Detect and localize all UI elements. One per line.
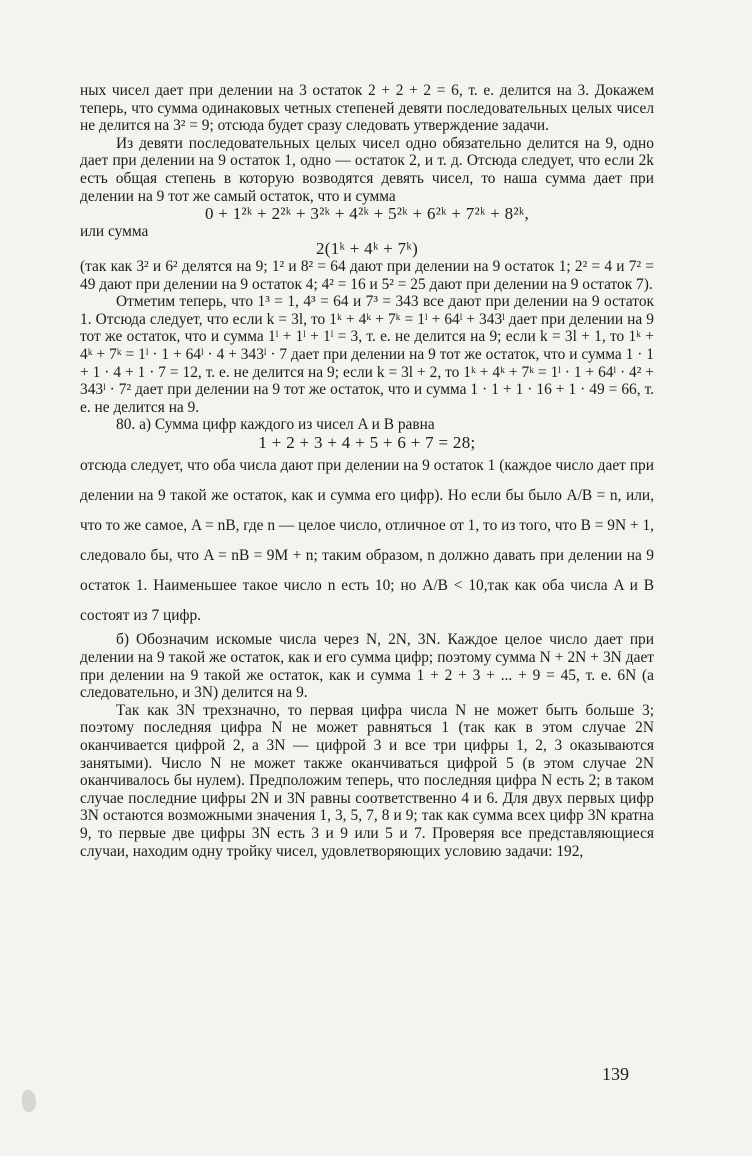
paragraph-cases: Отметим теперь, что 1³ = 1, 4³ = 64 и 7³ = 343 все дают при делении на 9 остаток 1. Отсюда следует, что если k = 3l, то 1ᵏ + 4ᵏ + 7ᵏ = 1ˡ + 64ˡ + 343ˡ дает при делении на 9 тот же остаток, что и сумма 1ˡ + 1ˡ + 1ˡ = 3, т. е. не делится на 9; если k = 3l + 1, то 1ᵏ + 4ᵏ + 7ᵏ = 1ˡ · 1 + 64ˡ · 4 + 343ˡ · 7 дает при делении на 9 тот же остаток, что и сумма 1 · 1 + 1 · 4 + 1 · 7 = 12, т. е. не делится на 9; если k = 3l + 2, то 1ᵏ + 4ᵏ + 7ᵏ = 1ˡ · 1 + 64ˡ · 4² + 343ˡ · 7² дает при делении на 9 тот же остаток, что и сумма 1 · 1 + 1 · 16 + 1 · 49 = 66, т. е. не делится на 9.	[80, 293, 654, 416]
formula-digit-sum: 1 + 2 + 3 + 4 + 5 + 6 + 7 = 28;	[258, 432, 476, 452]
paragraph-or-sum: или сумма	[80, 222, 149, 240]
page-number: 139	[602, 1064, 629, 1084]
page-text	[80, 82, 654, 860]
paragraph-80a-proof: отсюда следует, что оба числа дают при делении на 9 остаток 1 (каждое число дает при делении на 9 такой же остаток, как и сумма его цифр). Но если бы было A/B = n, или, что то же самое, A = nB, где n — целое число, отличное от 1, то из того, что B = 9N + 1, следовало бы, что A = nB = 9M + n; таким образом, n должно давать при делении на 9 остаток 1. Наименьшее такое число n есть 10; но A/B < 10,так как оба числа A и B состоят из 7 цифр.	[80, 457, 654, 625]
paragraph-remainders: (так как 3² и 6² делятся на 9; 1² и 8² = 64 дают при делении на 9 остаток 1; 2² = 4 и 7² = 49 дают при делении на 9 остаток 4; 4² = 16 и 5² = 25 дают при делении на 9 остаток 7).	[80, 257, 654, 293]
scan-blemish	[22, 1090, 36, 1112]
paragraph-1: ных чисел дает при делении на 3 остаток 2 + 2 + 2 = 6, т. е. делится на 3. Докажем теперь, что сумма одинаковых четных степеней девяти последовательных целых чисел не делится на 3² = 9; отсюда будет сразу следовать утверждение задачи.	[80, 82, 654, 135]
paragraph-80b: б) Обозначим искомые числа через N, 2N, 3N. Каждое целое число дает при делении на 9 такой же остаток, как и его сумма цифр; поэтому сумма N + 2N + 3N дает при делении на 9 такой же остаток, как и сумма 1 + 2 + 3 + ... + 9 = 45, т. е. 6N (а следовательно, и 3N) делится на 9.	[80, 631, 654, 702]
formula-reduced-sum: 2(1ᵏ + 4ᵏ + 7ᵏ)	[315, 239, 419, 259]
problem-80a-heading: 80. а) Сумма цифр каждого из чисел A и B равна	[116, 416, 435, 434]
paragraph-80b-cases: Так как 3N трехзначно, то первая цифра числа N не может быть больше 3; поэтому последняя цифра N не может равняться 1 (так как в этом случае 2N оканчивается цифрой 2, а 3N — цифрой 3 и все три цифры 1, 2, 3 оказываются занятыми). Число N не может также оканчиваться цифрой 5 (в этом случае 2N оканчивалось бы нулем). Предположим теперь, что последняя цифра N есть 2; в таком случае последние цифры 2N и 3N равны соответственно 4 и 6. Для двух первых цифр 3N остаются возможными значения 1, 3, 5, 7, 8 и 9; так как сумма всех цифр 3N кратна 9, то первые две цифры 3N есть 3 и 9 или 5 и 7. Проверяя все представляющиеся случаи, находим одну тройку чисел, удовлетворяющих условию задачи: 192,	[80, 701, 654, 860]
paragraph-2: Из девяти последовательных целых чисел одно обязательно делится на 9, одно дает при делении на 9 остаток 1, одно — остаток 2, и т. д. Отсюда следует, что если 2k есть общая степень в которую возводятся девять чисел, то наша сумма дает при делении на 9 тот же самый остаток, что и сумма	[80, 134, 654, 205]
formula-sum-even-powers: 0 + 1²ᵏ + 2²ᵏ + 3²ᵏ + 4²ᵏ + 5²ᵏ + 6²ᵏ + 7²ᵏ + 8²ᵏ,	[204, 204, 530, 224]
